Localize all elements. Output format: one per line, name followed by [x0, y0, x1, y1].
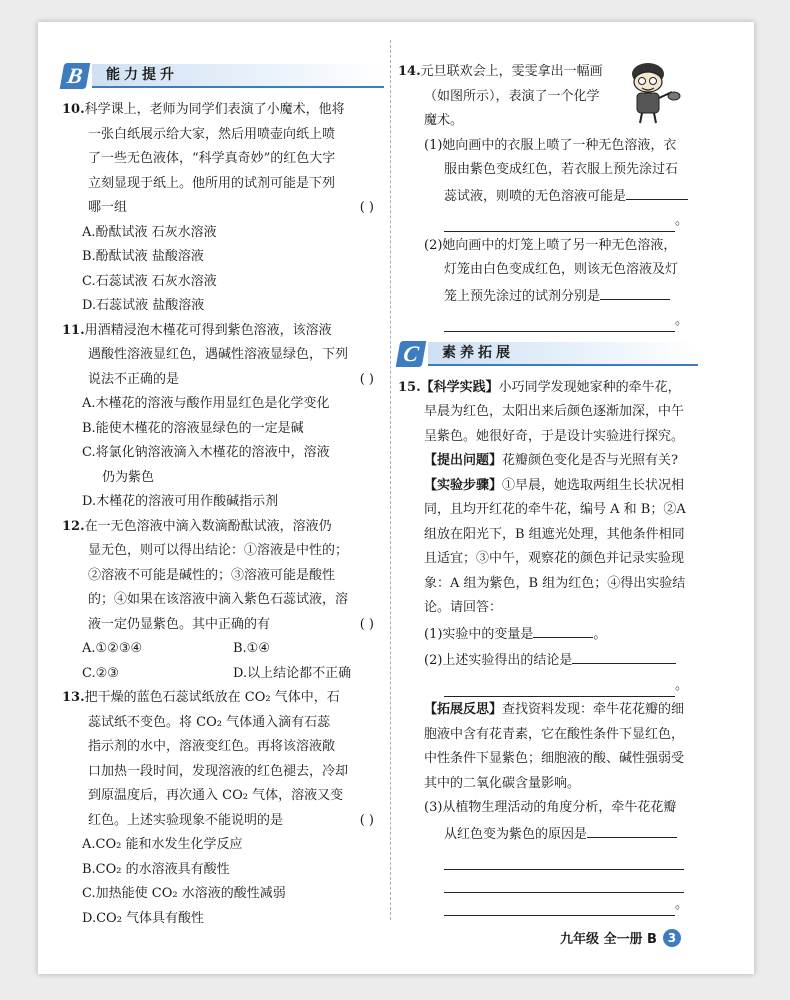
- q14-sub2-line: 笼上预先涂过的试剂分别是: [444, 288, 601, 304]
- q12-option-d: D.以上结论都不正确: [233, 665, 352, 681]
- q15-practice-tag: 【科学实践】: [420, 379, 499, 395]
- q11-option-b: B.能使木槿花的溶液显绿色的一定是碱: [82, 420, 304, 436]
- q10-stem-line: 立刻显现于纸上。他所用的试剂可能是下列: [88, 175, 336, 191]
- q11-option-c-cont: 仍为紫色: [102, 469, 155, 485]
- q11-number: 11.: [62, 322, 85, 338]
- q14-sub2-line: 灯笼由白色变成红色，则该无色溶液及灯: [444, 262, 679, 277]
- q15-reflect-tag: 【拓展反思】: [424, 702, 503, 717]
- q10-option-d: D.石蕊试液 盐酸溶液: [82, 298, 205, 313]
- q14-sub1-answer-line[interactable]: [444, 209, 675, 232]
- q13-answer-paren: ( ): [359, 812, 374, 828]
- q12-option-b: B.①④: [233, 641, 270, 656]
- q13-stem-line: 蕊试纸不变色。将 CO₂ 气体通入滴有石蕊: [88, 714, 331, 730]
- left-column: [62, 56, 384, 931]
- q15-sub1-text: (1)实验中的变量是: [424, 626, 534, 642]
- q13-option-c: C.加热能使 CO₂ 水溶液的酸性减弱: [82, 886, 286, 901]
- right-column: [398, 60, 698, 918]
- q15-steps-line: 论。请回答：: [424, 600, 503, 615]
- q13-option-b: B.CO₂ 的水溶液具有酸性: [82, 861, 230, 877]
- q10-option-a: A.酚酞试液 石灰水溶液: [82, 224, 217, 240]
- question-15: [398, 376, 698, 918]
- q12-stem-line: 液一定仍显紫色。其中正确的有: [88, 616, 271, 632]
- q13-option-d: D.CO₂ 气体具有酸性: [82, 910, 205, 926]
- q15-reflect-line: 查找资料发现：牵牛花花瓣的细: [502, 702, 685, 717]
- q14-sub1-end-mark: 。: [674, 213, 688, 228]
- q10-stem-line: 了一些无色液体，“科学真奇妙”的红色大字: [88, 151, 336, 166]
- q10-stem-line: 哪一组: [88, 200, 128, 215]
- column-divider: [390, 40, 391, 920]
- q15-sub3-blank[interactable]: [587, 821, 677, 838]
- section-b-header: [62, 62, 384, 90]
- q14-number: 14.: [398, 64, 421, 79]
- q14-sub2-answer-line[interactable]: [444, 309, 675, 332]
- q15-sub3-answer-line[interactable]: [444, 893, 675, 916]
- page-footer: [560, 928, 681, 947]
- q11-option-a: A.木槿花的溶液与酸作用显红色是化学变化: [82, 396, 330, 411]
- question-13: [62, 686, 384, 931]
- q15-steps-line: ①早晨，她选取两组生长状况相: [502, 477, 685, 493]
- q14-sub2-end-mark: 。: [674, 313, 688, 328]
- q15-steps-line: 组放在阳光下，B 组遮光处理，其他条件相同: [424, 526, 685, 542]
- q15-sub3-end-mark: 。: [674, 897, 688, 912]
- q13-stem-line: 口加热一段时间，发现溶液的红色褪去，冷却: [88, 763, 349, 779]
- q10-option-c: C.石蕊试液 石灰水溶液: [82, 273, 217, 289]
- q12-stem-line: 在一无色溶液中滴入数滴酚酞试液，溶液仍: [84, 518, 332, 534]
- q13-stem-line: 指示剂的水中，溶液变红色。再将该溶液敞: [88, 739, 336, 754]
- q15-reflect-line: 中性条件下显紫色；细胞液的酸、碱性强弱受: [424, 751, 685, 766]
- q13-stem-line: 把干燥的蓝色石蕊试纸放在 CO₂ 气体中，石: [84, 690, 340, 705]
- q14-stem-line: 魔术。: [424, 113, 464, 128]
- section-b-letter: B: [60, 63, 91, 89]
- q12-stem-line: 的；④如果在该溶液中滴入紫色石蕊试液，溶: [88, 592, 349, 607]
- section-c-letter: C: [396, 341, 427, 367]
- section-b-title: 能力提升: [92, 64, 384, 88]
- q14-sub2-blank[interactable]: [600, 283, 670, 300]
- q15-sub3-line: 从红色变为紫色的原因是: [444, 826, 588, 842]
- cartoon-illustration: [620, 60, 682, 126]
- question-10: [62, 98, 384, 319]
- q15-sub2-end-mark: 。: [674, 677, 688, 693]
- q15-intro-line: 早晨为红色，太阳出来后颜色逐渐加深，中午: [424, 404, 685, 419]
- q12-stem-line: ②溶液不可能是碱性的；③溶液可能是酸性: [88, 567, 336, 583]
- question-12: [62, 515, 384, 687]
- q13-stem-line: 红色。上述实验现象不能说明的是: [88, 812, 284, 828]
- q15-sub2-blank[interactable]: [572, 647, 676, 664]
- q15-sub1-period: 。: [593, 626, 607, 642]
- q14-stem-line: 元旦联欢会上，雯雯拿出一幅画: [420, 64, 603, 79]
- q15-intro-line: 小巧同学发现她家种的牵牛花，: [498, 379, 681, 395]
- q14-stem-line: （如图所示），表演了一个化学: [424, 88, 600, 104]
- q15-question-tag: 【提出问题】: [424, 453, 503, 468]
- q10-option-b: B.酚酞试液 盐酸溶液: [82, 249, 204, 264]
- q11-answer-paren: ( ): [359, 371, 374, 387]
- q14-sub2-line: (2)她向画中的灯笼上喷了另一种无色溶液，: [424, 237, 677, 253]
- q11-stem-line: 用酒精浸泡木槿花可得到紫色溶液，该溶液: [84, 322, 332, 338]
- q11-option-c: C.将氯化钠溶液滴入木槿花的溶液中，溶液: [82, 445, 330, 460]
- q15-steps-line: 象：A 组为紫色，B 组为红色；④得出实验结: [424, 575, 686, 591]
- q12-option-c: C.②③: [82, 665, 119, 681]
- q10-number: 10.: [62, 102, 85, 117]
- q15-reflect-line: 胞液中含有花青素，它在酸性条件下显红色，: [424, 726, 685, 742]
- q15-sub3-answer-line[interactable]: [444, 847, 684, 870]
- q12-option-a: A.①②③④: [82, 641, 143, 656]
- section-c-title: 素养拓展: [428, 342, 698, 366]
- q10-answer-paren: ( ): [359, 200, 374, 215]
- q15-sub2-text: (2)上述实验得出的结论是: [424, 653, 573, 668]
- q11-option-d: D.木槿花的溶液可用作酸碱指示剂: [82, 494, 279, 509]
- q14-sub1-line: (1)她向画中的衣服上喷了一种无色溶液，衣: [424, 137, 677, 153]
- footer-grade-text: 九年级 全一册 B: [560, 932, 657, 947]
- q13-number: 13.: [62, 690, 85, 705]
- section-c-header: [398, 340, 698, 368]
- question-11: [62, 319, 384, 515]
- q14-sub1-line: 服由紫色变成红色，若衣服上预先涂过石: [444, 162, 679, 177]
- q10-stem-line: 科学课上，老师为同学们表演了小魔术，他将: [84, 102, 345, 117]
- q14-sub1-line: 蕊试液，则喷的无色溶液可能是: [444, 188, 627, 204]
- q15-sub1-blank[interactable]: [533, 621, 593, 638]
- q15-sub3-answer-line[interactable]: [444, 870, 684, 893]
- q15-number: 15.: [398, 379, 421, 395]
- q15-question-text: 花瓣颜色变化是否与光照有关?: [502, 453, 678, 468]
- q15-intro-line: 呈紫色。她很好奇，于是设计实验进行探究。: [424, 428, 685, 444]
- q15-sub2-answer-line[interactable]: [444, 674, 675, 697]
- q12-answer-paren: ( ): [359, 616, 374, 632]
- q15-steps-line: 同，且均开红花的牵牛花，编号 A 和 B；②A: [424, 502, 686, 517]
- q11-stem-line: 遇酸性溶液显红色，遇碱性溶液显绿色，下列: [88, 347, 349, 362]
- q15-steps-tag: 【实验步骤】: [424, 477, 503, 493]
- q14-sub1-blank[interactable]: [626, 183, 688, 200]
- q13-stem-line: 到原温度后，再次通入 CO₂ 气体，溶液又变: [88, 788, 344, 803]
- q15-steps-line: 且适宜；③中午，观察花的颜色并记录实验现: [424, 551, 685, 566]
- q12-stem-line: 显无色，则可以得出结论：①溶液是中性的；: [88, 543, 349, 558]
- page-number-badge: 3: [663, 929, 681, 947]
- q11-stem-line: 说法不正确的是: [88, 371, 180, 387]
- q10-stem-line: 一张白纸展示给大家，然后用喷壶向纸上喷: [88, 126, 336, 142]
- q13-option-a: A.CO₂ 能和水发生化学反应: [82, 837, 243, 852]
- q15-sub3-line: (3)从植物生理活动的角度分析，牵牛花花瓣: [424, 800, 677, 815]
- q15-reflect-line: 其中的二氧化碳含量影响。: [424, 775, 581, 791]
- q12-number: 12.: [62, 518, 85, 534]
